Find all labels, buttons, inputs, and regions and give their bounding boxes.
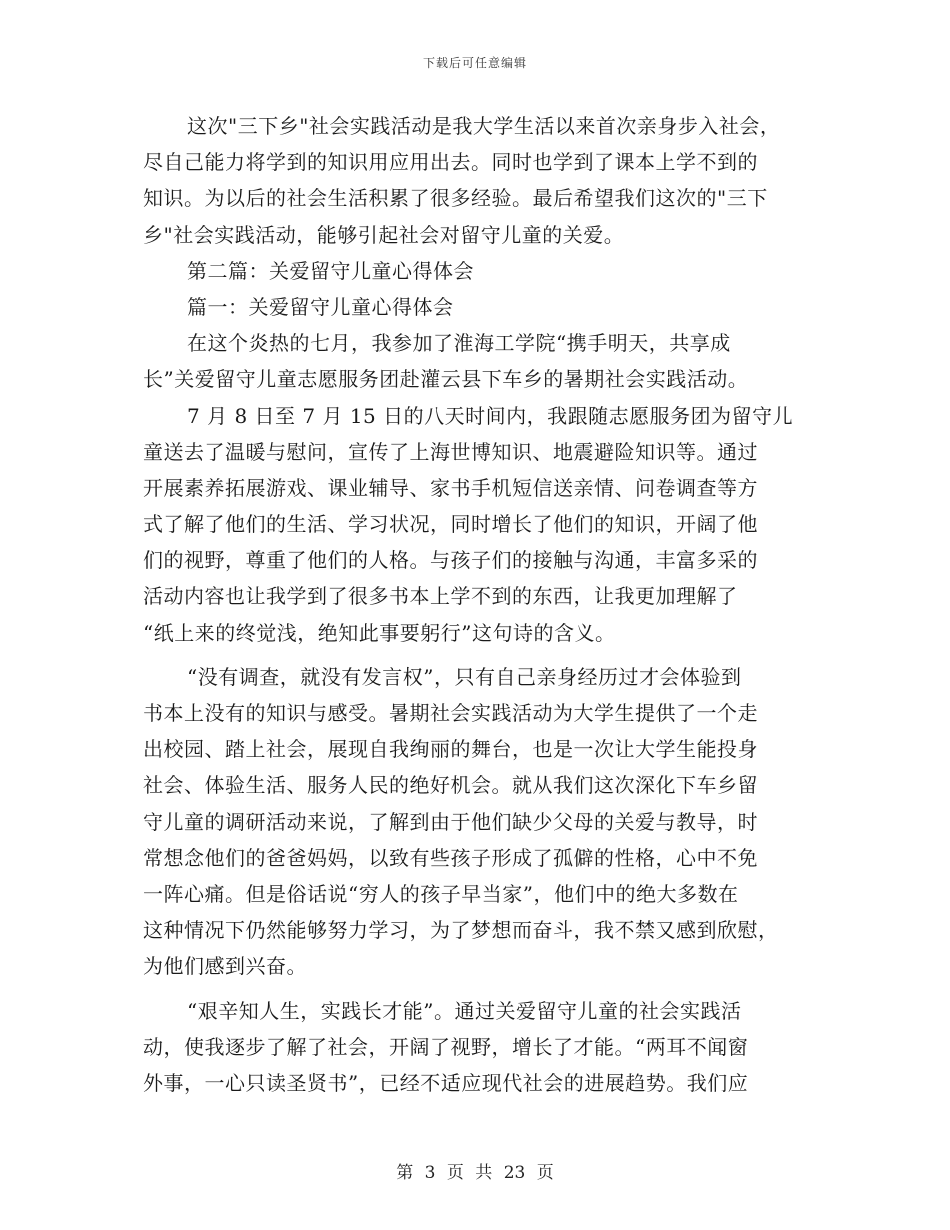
text-line: 尽自己能力将学到的知识用应用出去。同时也学到了课本上学不到的: [143, 150, 758, 175]
text-line: 这次"三下乡"社会实践活动是我大学生活以来首次亲身步入社会，: [187, 114, 781, 138]
text-line: 在这个炎热的七月，我参加了淮海工学院“携手明天，共享成: [187, 331, 731, 356]
text-line: 乡"社会实践活动，能够引起社会对留守儿童的关爱。: [143, 222, 625, 247]
text-line: “艰辛知人生，实践长才能”。通过关爱留守儿童的社会实践活: [187, 998, 742, 1023]
text-line: 7 月 8 日至 7 月 15 日的八天时间内，我跟随志愿服务团为留守儿: [187, 403, 794, 428]
text-line: 外事，一心只读圣贤书”，已经不适应现代社会的进展趋势。我们应: [143, 1070, 749, 1095]
text-line: 活动内容也让我学到了很多书本上学不到的东西，让我更加理解了: [143, 584, 738, 609]
paragraph-gap: [143, 651, 808, 659]
text-line: 开展素养拓展游戏、课业辅导、家书手机短信送亲情、问卷调查等方: [143, 475, 758, 500]
text-line: 动，使我逐步了解了社会，开阔了视野，增长了才能。“两耳不闻窗: [143, 1034, 749, 1059]
document-body: [143, 108, 808, 1101]
text-line: “没有调查，就没有发言权”，只有自己亲身经历过才会体验到: [187, 664, 742, 689]
page-footer: 第 3 页 共 23 页: [396, 1163, 554, 1183]
text-line: 长”关爱留守儿童志愿服务团赴灌云县下车乡的暑期社会实践活动。: [143, 367, 749, 392]
text-line: “纸上来的终觉浅，绝知此事要躬行”这句诗的含义。: [143, 620, 616, 645]
text-line: 们的视野，尊重了他们的人格。与孩子们的接触与沟通，丰富多采的: [143, 548, 758, 573]
text-line: 常想念他们的爸爸妈妈，以致有些孩子形成了孤僻的性格，心中不免: [143, 845, 758, 870]
page-header: 下载后可任意编辑: [422, 56, 527, 70]
text-line: 篇一：关爱留守儿童心得体会: [187, 294, 454, 319]
text-line: 守儿童的调研活动来说，了解到由于他们缺少父母的关爱与教导，时: [143, 809, 758, 834]
text-line: 社会、体验生活、服务人民的绝好机会。就从我们这次深化下车乡留: [143, 773, 758, 798]
text-line: 第二篇：关爱留守儿童心得体会: [187, 258, 474, 283]
text-line: 一阵心痛。但是俗话说“穷人的孩子早当家”，他们中的绝大多数在: [143, 881, 739, 906]
text-line: 出校园、踏上社会，展现自我绚丽的舞台，也是一次让大学生能投身: [143, 737, 758, 762]
paragraph-gap: [143, 985, 808, 993]
text-line: 这种情况下仍然能够努力学习，为了梦想而奋斗，我不禁又感到欣慰，: [143, 918, 779, 943]
text-line: 式了解了他们的生活、学习状况，同时增长了他们的知识，开阔了他: [143, 512, 758, 537]
text-line: 书本上没有的知识与感受。暑期社会实践活动为大学生提供了一个走: [143, 701, 758, 725]
text-line: 知识。为以后的社会生活积累了很多经验。最后希望我们这次的"三下: [143, 186, 768, 211]
text-line: 童送去了温暖与慰问，宣传了上海世博知识、地震避险知识等。通过: [143, 439, 758, 464]
text-line: 为他们感到兴奋。: [143, 954, 307, 979]
